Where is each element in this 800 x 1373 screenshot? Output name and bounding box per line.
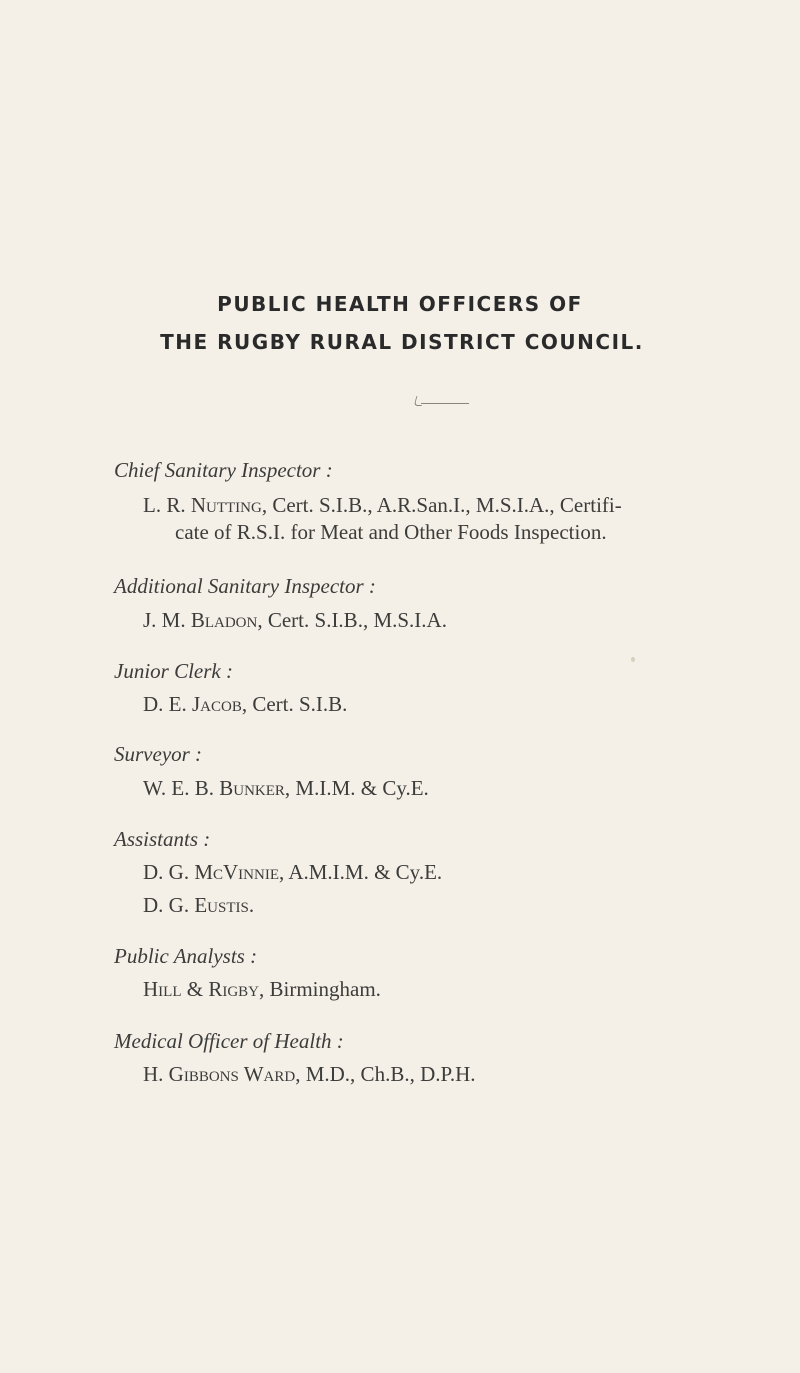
officer-name: D. G. McVinnie, [143, 860, 285, 884]
officer-name: Hill & Rigby, [143, 977, 265, 1001]
section-label-surveyor: Surveyor : [114, 742, 203, 766]
officer-qualifications: Cert. S.I.B., A.R.San.I., M.S.I.A., Certifi- [267, 493, 622, 517]
officer-qualifications: cate of R.S.I. for Meat and Other Foods Inspection. [175, 520, 607, 544]
officer-qualifications: M.I.M. & Cy.E. [290, 776, 429, 800]
section-label-assistants: Assistants : [114, 827, 211, 851]
entry-additional-sanitary-inspector [143, 608, 447, 633]
paper-speck [631, 657, 635, 662]
officer-name: H. Gibbons Ward, [143, 1062, 301, 1086]
divider-flourish [414, 396, 425, 406]
officer-name: L. R. Nutting, [143, 493, 268, 517]
page-title-line-1: PUBLIC HEALTH OFFICERS OF [217, 292, 583, 316]
officer-qualifications: Cert. S.I.B. [247, 692, 348, 716]
section-label-junior-clerk: Junior Clerk : [114, 659, 233, 683]
entry-medical-officer-of-health [143, 1062, 476, 1087]
entry-public-analysts [143, 977, 381, 1002]
entry-assistant-1 [143, 860, 442, 885]
page-title-line-2: THE RUGBY RURAL DISTRICT COUNCIL. [160, 330, 644, 354]
section-label-additional-sanitary-inspector: Additional Sanitary Inspector : [114, 574, 376, 598]
officer-name: D. G. Eustis. [143, 893, 255, 917]
officer-qualifications: A.M.I.M. & Cy.E. [284, 860, 443, 884]
officer-qualifications: M.D., Ch.B., D.P.H. [300, 1062, 476, 1086]
officer-qualifications: Cert. S.I.B., M.S.I.A. [262, 608, 447, 632]
officer-name: D. E. Jacob, [143, 692, 248, 716]
officer-qualifications: Birmingham. [264, 977, 381, 1001]
officer-name: W. E. B. Bunker, [143, 776, 291, 800]
officer-name: J. M. Bladon, [143, 608, 263, 632]
entry-junior-clerk [143, 692, 347, 717]
section-label-chief-sanitary-inspector: Chief Sanitary Inspector : [114, 458, 333, 482]
entry-assistant-2 [143, 893, 254, 918]
entry-chief-sanitary-inspector-line-2 [175, 520, 607, 545]
section-label-public-analysts: Public Analysts : [114, 944, 258, 968]
section-label-medical-officer-of-health: Medical Officer of Health : [114, 1029, 344, 1053]
entry-surveyor [143, 776, 429, 801]
entry-chief-sanitary-inspector-line-1 [143, 493, 622, 518]
divider-rule [421, 403, 469, 404]
